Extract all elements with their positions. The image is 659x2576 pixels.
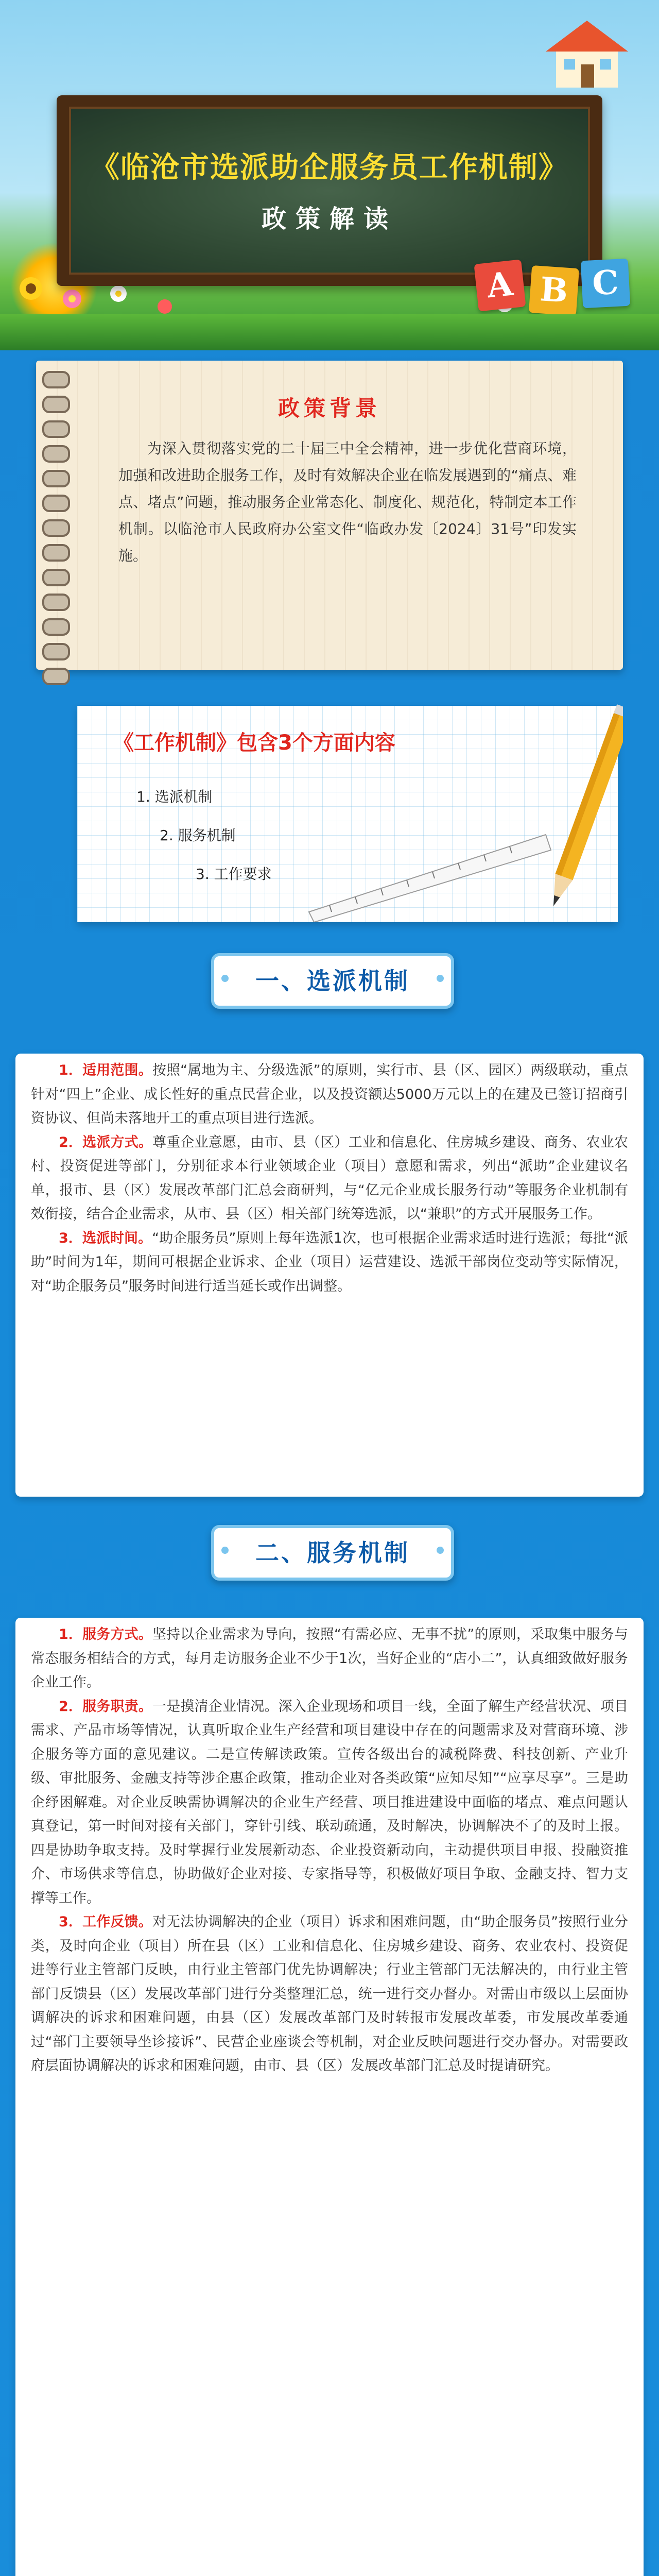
policy-background-panel xyxy=(36,361,623,670)
policy-background-title: 政策背景 xyxy=(278,396,381,421)
outline-title: 《工作机制》包含3个方面内容 xyxy=(113,731,395,755)
ruler-icon xyxy=(299,824,556,922)
pencil-icon xyxy=(551,696,623,933)
page-title: 《临沧市选派助企服务员工作机制》 xyxy=(91,150,568,184)
section-paragraph: 3．工作反馈。对无法协调解决的企业（项目）诉求和困难问题，由“助企服务员”按照行业分类，及时向企业（项目）所在县（区）工业和信息化、住房城乡建设、商务、农业农村、投资促进等行业主管部门反映，由行业主管部门优先协调解决；行业主管部门无法解决的，由行业主管部门反馈县（区）发展改革部门进行分类整理汇总，统一进行交办督办。对需由市级以上层面协调解决的诉求和困难问题，由县（区）发展改革部门及时转报市发展改革委，市发展改革委通过“部门主要领导坐诊接诉”、民营企业座谈会等机制，对企业反映问题进行交办督办。对需要政府层面协调解决的诉求和困难问题，由市、县（区）发展改革部门汇总及时提请研究。 xyxy=(31,1914,628,2074)
outline-item: 1. 选派机制 xyxy=(136,788,213,805)
grass-strip xyxy=(0,314,659,350)
header-banner xyxy=(0,0,659,350)
block-c: C xyxy=(581,259,631,309)
section-panel-selection xyxy=(15,1054,644,1497)
section-title-service: 二、服务机制 xyxy=(211,1525,454,1581)
section-paragraph: 1．适用范围。按照“属地为主、分级选派”的原则，实行市、县（区、园区）两级联动，重点针对“四上”企业、成长性好的重点民营企业，以及投资额达5000万元以上的在建及已签订招商引资协议、但尚未落地开工的重点项目进行选派。 xyxy=(31,1062,628,1126)
section-paragraph: 3．选派时间。“助企服务员”原则上每年选派1次，也可根据企业需求适时进行选派；每批“派助”时间为1年，期间可根据企业诉求、企业（项目）运营建设、选派干部岗位变动等实际情况，对“助企服务员”服务时间进行适当延长或作出调整。 xyxy=(31,1230,628,1294)
house-illustration xyxy=(535,15,638,93)
policy-background-text: 为深入贯彻落实党的二十届三中全会精神，进一步优化营商环境，加强和改进助企服务工作，及时有效解决企业在临发展遇到的“痛点、难点、堵点”问题，推动服务企业常态化、制度化、规范化，特制定本工作机制。以临沧市人民政府办公室文件“临政办发〔2024〕31号”印发实施。 xyxy=(118,440,577,564)
section-paragraph: 2．选派方式。尊重企业意愿，由市、县（区）工业和信息化、住房城乡建设、商务、农业农村、投资促进等部门，分别征求本行业领域企业（项目）意愿和需求，列出“派助”企业建议名单，报市、县（区）发展改革部门汇总会商研判，与“亿元企业成长服务行动”等服务企业机制有效衔接，结合企业需求，从市、县（区）相关部门统筹选派，以“兼职”的方式开展服务工作。 xyxy=(31,1134,628,1222)
outline-item: 3. 工作要求 xyxy=(196,866,272,883)
page-subtitle: 政策解读 xyxy=(261,205,397,233)
section-title-selection: 一、选派机制 xyxy=(211,953,454,1009)
section-paragraph: 2．服务职责。一是摸清企业情况。深入企业现场和项目一线，全面了解生产经营状况、项目需求、产品市场等情况，认真听取企业生产经营和项目建设中存在的问题需求及对营商环境、涉企服务等方面的意见建议。二是宣传解读政策。宣传各级出台的减税降费、科技创新、产业升级、审批服务、金融支持等涉企惠企政策，推动企业对各类政策“应知尽知”“应享尽享”。三是助企纾困解难。对企业反映需协调解决的企业生产经营、项目推进建设中面临的堵点、难点问题认真登记，第一时间对接有关部门，穿针引线、联动疏通，及时解决，协调解决不了的及时上报。四是协助争取支持。及时掌握行业发展新动态、企业投资新动向，主动提供项目申报、投融资推介、市场供求等信息，协助做好企业对接、专家指导等，积极做好项目争取、金融支持、智力支撑等工作。 xyxy=(31,1698,628,1906)
block-b: B xyxy=(529,265,579,316)
section-panel-service xyxy=(15,1618,644,2576)
outline-panel xyxy=(77,706,618,922)
outline-item: 2. 服务机制 xyxy=(160,827,236,844)
block-a: A xyxy=(474,259,526,311)
abc-blocks xyxy=(476,241,631,318)
section-paragraph: 1．服务方式。坚持以企业需求为导向，按照“有需必应、无事不扰”的原则，采取集中服务与常态服务相结合的方式，每月走访服务企业不少于1次，当好企业的“店小二”，认真细致做好服务企业工作。 xyxy=(31,1626,628,1690)
